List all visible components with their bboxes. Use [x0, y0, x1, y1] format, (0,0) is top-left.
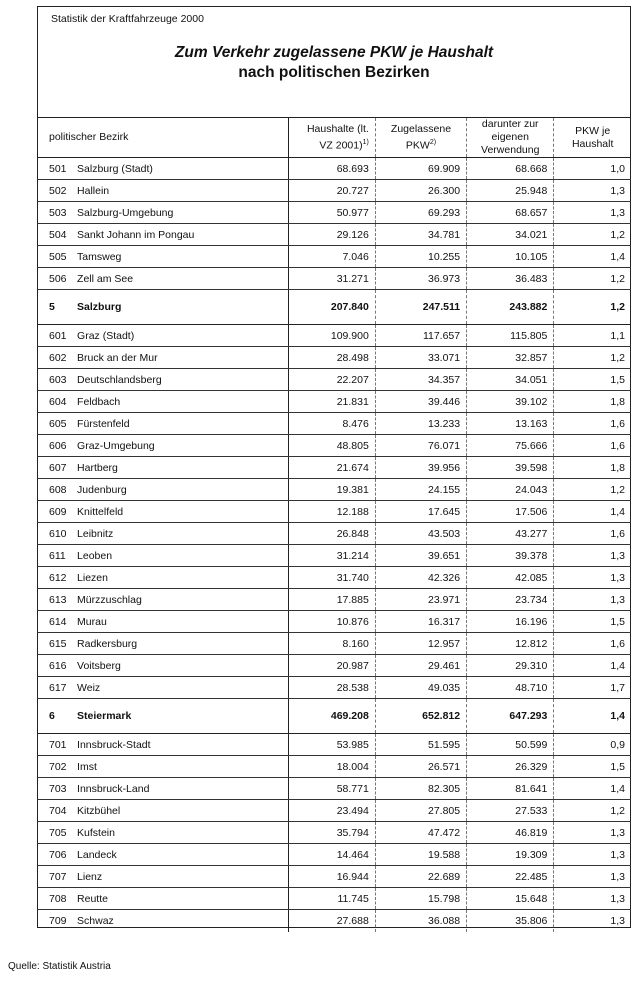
cell-name: Graz-Umgebung: [73, 435, 288, 457]
cell-eigene: 68.668: [467, 158, 554, 180]
cell-pkw: 117.657: [375, 325, 466, 347]
cell-ratio: 1,3: [610, 914, 625, 927]
header-row: [37, 118, 631, 158]
cell-name: Graz (Stadt): [73, 325, 288, 347]
cell-pkw: 652.812: [375, 699, 466, 734]
cell-pkw: 69.909: [375, 158, 466, 180]
cell-haushalte: 16.944: [288, 866, 375, 888]
cell-pkw: 12.957: [375, 633, 466, 655]
table-row: [37, 756, 631, 778]
cell-ratio: 1,2: [554, 347, 631, 369]
cell-haushalte: 53.985: [288, 734, 375, 756]
cell-code: 607: [37, 457, 73, 479]
cell-pkw: 15.798: [375, 888, 466, 910]
cell-name: Murau: [73, 611, 288, 633]
cell-eigene: 42.085: [467, 567, 554, 589]
cell-haushalte: 28.538: [288, 677, 375, 699]
cell-eigene: 39.598: [467, 457, 554, 479]
cell-haushalte: 23.494: [288, 800, 375, 822]
cell-pkw: 19.588: [375, 844, 466, 866]
table-row: [37, 347, 631, 369]
table-row: [37, 158, 631, 180]
cell-pkw: 39.956: [375, 457, 466, 479]
cell-eigene: 48.710: [467, 677, 554, 699]
cell-code: 703: [37, 778, 73, 800]
cell-pkw: 39.446: [375, 391, 466, 413]
document-subtitle: Statistik der Kraftfahrzeuge 2000: [51, 13, 204, 25]
cell-haushalte: 20.987: [288, 655, 375, 677]
cell-eigene: 34.051: [467, 369, 554, 391]
cell-ratio: 1,5: [554, 611, 631, 633]
cell-code: 701: [37, 734, 73, 756]
cell-code: 502: [37, 180, 73, 202]
table-row: [37, 268, 631, 290]
table-row: [37, 655, 631, 677]
cell-eigene: 19.309: [467, 844, 554, 866]
cell-ratio: 1,1: [554, 325, 631, 347]
cell-ratio: 1,2: [554, 800, 631, 822]
header-haushalte-label: Haushalte (lt. VZ 2001): [306, 122, 369, 152]
cell-haushalte: 48.805: [288, 435, 375, 457]
cell-name: Salzburg: [73, 290, 288, 325]
cell-haushalte: 31.271: [288, 268, 375, 290]
cell-ratio: 1,6: [554, 633, 631, 655]
cell-eigene: 26.329: [467, 756, 554, 778]
cell-name: Knittelfeld: [73, 501, 288, 523]
cell-name: Kufstein: [73, 822, 288, 844]
cell-haushalte: 68.693: [288, 158, 375, 180]
cell-ratio: 1,0: [554, 158, 631, 180]
cell-eigene: 15.648: [467, 888, 554, 910]
cell-ratio: 1,4: [554, 246, 631, 268]
table-row: [37, 391, 631, 413]
table-row: [37, 778, 631, 800]
cell-name: Salzburg (Stadt): [73, 158, 288, 180]
cell-name: Fürstenfeld: [73, 413, 288, 435]
title-line-1: Zum Verkehr zugelassene PKW je Haushalt: [174, 44, 494, 61]
cell-haushalte: 21.831: [288, 391, 375, 413]
document-title: [38, 43, 630, 83]
table-row: [37, 224, 631, 246]
table-row: [37, 866, 631, 888]
cell-name: Salzburg-Umgebung: [73, 202, 288, 224]
cell-ratio: 1,6: [554, 523, 631, 545]
cell-pkw: 47.472: [375, 822, 466, 844]
cell-pkw: 24.155: [375, 479, 466, 501]
cell-pkw: 16.317: [375, 611, 466, 633]
cell-pkw: 247.511: [375, 290, 466, 325]
cell-pkw: 34.357: [375, 369, 466, 391]
table-row: [37, 800, 631, 822]
cell-name: Weiz: [73, 677, 288, 699]
cell-pkw: 39.651: [375, 545, 466, 567]
table-row: [37, 633, 631, 655]
cell-haushalte: 35.794: [288, 822, 375, 844]
cell-code: 503: [37, 202, 73, 224]
cell-eigene: 243.882: [467, 290, 554, 325]
cell-pkw: 33.071: [375, 347, 466, 369]
cell-pkw: 13.233: [375, 413, 466, 435]
table-row: [37, 589, 631, 611]
cell-ratio: 1,5: [554, 756, 631, 778]
cell-eigene: 647.293: [467, 699, 554, 734]
cell-eigene: 43.277: [467, 523, 554, 545]
table-row: [37, 325, 631, 347]
cell-ratio: 1,3: [554, 180, 631, 202]
cell-ratio: 1,6: [554, 413, 631, 435]
cell-code: 5: [37, 290, 73, 325]
cell-ratio: 1,4: [554, 778, 631, 800]
cell-eigene: 23.734: [467, 589, 554, 611]
cell-pkw: 43.503: [375, 523, 466, 545]
cell-ratio: 1,5: [554, 369, 631, 391]
cell-pkw: 29.461: [375, 655, 466, 677]
cell-pkw: 17.645: [375, 501, 466, 523]
cell-haushalte: 19.381: [288, 479, 375, 501]
table-row: [37, 888, 631, 910]
cell-ratio: 1,3: [554, 888, 631, 910]
cell-name: Feldbach: [73, 391, 288, 413]
cell-ratio: 1,3: [554, 545, 631, 567]
cell-code: 605: [37, 413, 73, 435]
cell-name: Reutte: [73, 888, 288, 910]
footnote-1-marker: 1): [362, 138, 369, 146]
cell-ratio: 1,3: [554, 202, 631, 224]
cell-code: 609: [37, 501, 73, 523]
cell-eigene: 16.196: [467, 611, 554, 633]
cell-pkw: 22.689: [375, 866, 466, 888]
cell-name: Judenburg: [73, 479, 288, 501]
cell-ratio: 1,3: [554, 866, 631, 888]
cell-eigene: 68.657: [467, 202, 554, 224]
cell-haushalte: 50.977: [288, 202, 375, 224]
table-row: [37, 545, 631, 567]
cell-ratio: 1,2: [554, 479, 631, 501]
header-pkw: [375, 118, 466, 158]
table-row: [37, 567, 631, 589]
table-row: [37, 202, 631, 224]
table-row: [37, 844, 631, 866]
cell-eigene: 34.021: [467, 224, 554, 246]
cell-eigene: 29.310: [467, 655, 554, 677]
cell-code: 614: [37, 611, 73, 633]
cell-name: Hartberg: [73, 457, 288, 479]
cell-haushalte: 207.840: [288, 290, 375, 325]
cell-haushalte: 12.188: [288, 501, 375, 523]
cell-ratio: 1,8: [554, 391, 631, 413]
cell-pkw: 27.805: [375, 800, 466, 822]
cell-ratio: 1,4: [554, 699, 631, 734]
table-row: [37, 479, 631, 501]
cell-name: Imst: [73, 756, 288, 778]
cell-code: 506: [37, 268, 73, 290]
cell-name: Kitzbühel: [73, 800, 288, 822]
cell-code: 606: [37, 435, 73, 457]
cell-pkw: 26.571: [375, 756, 466, 778]
cell-code: 615: [37, 633, 73, 655]
cell-haushalte: 29.126: [288, 224, 375, 246]
cell-haushalte: 58.771: [288, 778, 375, 800]
cell-code: 708: [37, 888, 73, 910]
cell-eigene: 12.812: [467, 633, 554, 655]
cell-pkw: 76.071: [375, 435, 466, 457]
cell-code: 504: [37, 224, 73, 246]
cell-haushalte: 28.498: [288, 347, 375, 369]
cell-pkw: 10.255: [375, 246, 466, 268]
cell-ratio: 1,4: [554, 501, 631, 523]
cell-name: Radkersburg: [73, 633, 288, 655]
table-row: [37, 523, 631, 545]
cell-haushalte: 109.900: [288, 325, 375, 347]
cell-haushalte: 31.740: [288, 567, 375, 589]
cell-name: Hallein: [73, 180, 288, 202]
cell-name: Liezen: [73, 567, 288, 589]
cell-ratio: 1,3: [554, 822, 631, 844]
source-note: Quelle: Statistik Austria: [8, 961, 111, 972]
cell-haushalte: 11.745: [288, 888, 375, 910]
cell-eigene: 35.806: [467, 910, 554, 932]
cell-haushalte: 17.885: [288, 589, 375, 611]
cell-eigene: 39.102: [467, 391, 554, 413]
cell-pkw: 36.973: [375, 268, 466, 290]
cell-code: 603: [37, 369, 73, 391]
cell-name: Landeck: [73, 844, 288, 866]
cell-code: 705: [37, 822, 73, 844]
table-row: [37, 910, 631, 932]
cell-code: 602: [37, 347, 73, 369]
table-row: [37, 413, 631, 435]
cell-eigene: 81.641: [467, 778, 554, 800]
table-row: [37, 457, 631, 479]
cell-haushalte: 8.476: [288, 413, 375, 435]
table-body: [37, 158, 631, 932]
header-pkw-je-haushalt: PKW je Haushalt: [554, 118, 631, 158]
cell-code: 611: [37, 545, 73, 567]
cell-name: Zell am See: [73, 268, 288, 290]
cell-haushalte: 10.876: [288, 611, 375, 633]
cell-ratio: 1,3: [554, 567, 631, 589]
cell-eigene: 17.506: [467, 501, 554, 523]
cell-name: Innsbruck-Land: [73, 778, 288, 800]
cell-haushalte: 18.004: [288, 756, 375, 778]
cell-pkw: 51.595: [375, 734, 466, 756]
table-row: [37, 822, 631, 844]
header-pkw-label: Zugelassene PKW: [390, 122, 452, 152]
cell-haushalte: 26.848: [288, 523, 375, 545]
cell-eigene: 25.948: [467, 180, 554, 202]
cell-ratio: 1,3: [554, 589, 631, 611]
cell-eigene: 46.819: [467, 822, 554, 844]
cell-ratio: 0,9: [554, 734, 631, 756]
table-row: [37, 435, 631, 457]
cell-name: Sankt Johann im Pongau: [73, 224, 288, 246]
title-line-2: nach politischen Bezirken: [238, 64, 430, 81]
cell-code: 613: [37, 589, 73, 611]
cell-ratio: 1,3: [554, 844, 631, 866]
cell-code: 709: [49, 914, 67, 927]
cell-pkw: 23.971: [375, 589, 466, 611]
cell-name: Steiermark: [73, 699, 288, 734]
cell-pkw: 69.293: [375, 202, 466, 224]
cell-haushalte: 7.046: [288, 246, 375, 268]
cell-ratio: 1,7: [554, 677, 631, 699]
cell-name: Leoben: [73, 545, 288, 567]
cell-ratio: 1,2: [554, 268, 631, 290]
cell-eigene: 10.105: [467, 246, 554, 268]
cell-eigene: 39.378: [467, 545, 554, 567]
cell-eigene: 22.485: [467, 866, 554, 888]
cell-name: Schwaz: [73, 910, 288, 932]
cell-haushalte: 14.464: [288, 844, 375, 866]
cell-eigene: 50.599: [467, 734, 554, 756]
cell-code: 608: [37, 479, 73, 501]
cell-code: 706: [37, 844, 73, 866]
cell-code: 707: [37, 866, 73, 888]
table-row: [37, 501, 631, 523]
header-eigene: darunter zur eigenen Verwendung: [467, 118, 554, 158]
table-row: [37, 734, 631, 756]
cell-code: 501: [37, 158, 73, 180]
cell-code: 604: [37, 391, 73, 413]
cell-pkw: 82.305: [375, 778, 466, 800]
header-haushalte: [288, 118, 375, 158]
cell-ratio: 1,2: [554, 224, 631, 246]
footnote-2-marker: 2): [429, 138, 437, 146]
cell-ratio: 1,2: [554, 290, 631, 325]
cell-name: Lienz: [73, 866, 288, 888]
cell-pkw: 36.088: [375, 910, 466, 932]
cell-eigene: 75.666: [467, 435, 554, 457]
cell-name: Leibnitz: [73, 523, 288, 545]
cell-name: Tamsweg: [73, 246, 288, 268]
cell-code: 6: [37, 699, 73, 734]
cell-name: Innsbruck-Stadt: [73, 734, 288, 756]
data-table: [37, 117, 631, 932]
cell-haushalte: 469.208: [288, 699, 375, 734]
cell-code: 617: [37, 677, 73, 699]
cell-pkw: 42.326: [375, 567, 466, 589]
cell-haushalte: 8.160: [288, 633, 375, 655]
cell-code: 704: [37, 800, 73, 822]
table-row: [37, 246, 631, 268]
cell-code: 610: [37, 523, 73, 545]
table-row: [37, 369, 631, 391]
table-total-row: [37, 699, 631, 734]
cell-eigene: 115.805: [467, 325, 554, 347]
cell-ratio: 1,8: [554, 457, 631, 479]
cell-code: 601: [37, 325, 73, 347]
cell-eigene: 27.533: [467, 800, 554, 822]
table-row: [37, 677, 631, 699]
cell-name: Mürzzuschlag: [73, 589, 288, 611]
cell-haushalte: 21.674: [288, 457, 375, 479]
cell-pkw: 26.300: [375, 180, 466, 202]
cell-name: Deutschlandsberg: [73, 369, 288, 391]
cell-name: Voitsberg: [73, 655, 288, 677]
cell-eigene: 32.857: [467, 347, 554, 369]
cell-name: Bruck an der Mur: [73, 347, 288, 369]
cell-eigene: 13.163: [467, 413, 554, 435]
cell-ratio: 1,4: [554, 655, 631, 677]
cell-haushalte: 20.727: [288, 180, 375, 202]
cell-haushalte: 27.688: [288, 910, 375, 932]
cell-pkw: 49.035: [375, 677, 466, 699]
table-row: [37, 611, 631, 633]
cell-code: 616: [37, 655, 73, 677]
cell-haushalte: 22.207: [288, 369, 375, 391]
cell-eigene: 24.043: [467, 479, 554, 501]
table-row: [37, 180, 631, 202]
cell-ratio: 1,6: [554, 435, 631, 457]
cell-code: 702: [37, 756, 73, 778]
table-total-row: [37, 290, 631, 325]
cell-pkw: 34.781: [375, 224, 466, 246]
cell-code: 612: [37, 567, 73, 589]
cell-code: 505: [37, 246, 73, 268]
cell-eigene: 36.483: [467, 268, 554, 290]
cell-haushalte: 31.214: [288, 545, 375, 567]
header-bezirk: politischer Bezirk: [37, 118, 288, 158]
statistics-document: [37, 6, 631, 928]
